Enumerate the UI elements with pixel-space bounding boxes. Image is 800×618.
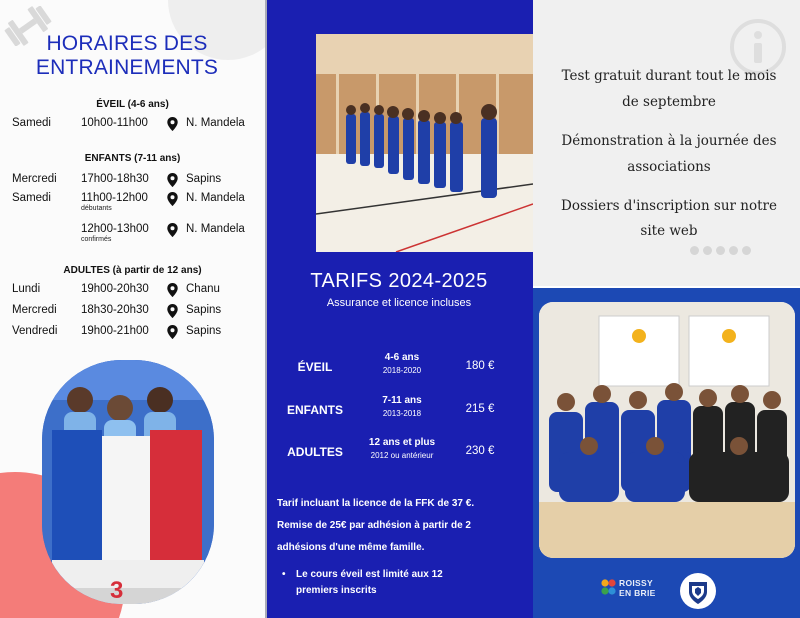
rate-category: ENFANTS <box>286 403 343 417</box>
schedule-row <box>0 283 265 299</box>
time: 19h00-20h30 <box>81 283 149 295</box>
day: Samedi <box>12 117 51 129</box>
time: 11h00-12h00 <box>81 192 148 204</box>
crest-logo <box>679 572 717 610</box>
pricing-subtitle: Assurance et licence incluses <box>326 297 472 309</box>
class-photo <box>316 34 533 252</box>
section-heading: ADULTES (à partir de 12 ans) <box>63 265 202 276</box>
dot <box>716 246 725 255</box>
schedule-row <box>0 223 265 243</box>
day: Lundi <box>12 283 41 295</box>
schedule-row <box>0 117 265 133</box>
section-heading: ENFANTS (7-11 ans) <box>84 153 181 164</box>
rate-category: ADULTES <box>287 445 343 459</box>
map-pin-icon <box>167 304 178 318</box>
location: N. Mandela <box>186 192 245 204</box>
info-line: de septembre <box>622 94 716 110</box>
bullet-icon: • <box>282 569 286 580</box>
rate-price: 230 € <box>465 445 495 457</box>
dot <box>690 246 699 255</box>
group-illustration <box>539 302 795 558</box>
rate-price: 180 € <box>465 360 495 372</box>
rate-price: 215 € <box>465 403 495 415</box>
rate-years: 2013-2018 <box>382 409 422 418</box>
dot <box>742 246 751 255</box>
time: 12h00-13h00 <box>81 223 149 235</box>
time: 10h00-11h00 <box>81 117 148 129</box>
section-heading: ÉVEIL (4-6 ans) <box>96 99 169 110</box>
decorative-dots <box>690 242 760 252</box>
dot <box>729 246 738 255</box>
note-line: Remise de 25€ par adhésion à partir de 2 <box>277 520 471 531</box>
rate-category: ÉVEIL <box>297 360 333 374</box>
class-illustration <box>316 34 533 252</box>
map-pin-icon <box>167 192 178 206</box>
page-title <box>14 32 240 80</box>
schedule-panel <box>0 0 265 618</box>
level-note: confirmés <box>81 236 112 243</box>
day: Samedi <box>12 192 51 204</box>
logo-text: ROISSY <box>619 578 653 588</box>
rate-row <box>265 352 533 386</box>
time: 18h30-20h30 <box>81 304 149 316</box>
bullet-line: Le cours éveil est limité aux 12 <box>296 569 443 580</box>
podium-photo <box>42 360 214 604</box>
rate-years: 2012 ou antérieur <box>370 451 434 460</box>
pricing-title: TARIFS 2024-2025 <box>310 270 488 292</box>
schedule-row <box>0 325 265 341</box>
rate-years: 2018-2020 <box>382 366 422 375</box>
rate-age: 12 ans et plus <box>368 437 436 448</box>
schedule-row <box>0 173 265 189</box>
location: Chanu <box>186 283 220 295</box>
bullet-line: premiers inscrits <box>296 585 377 596</box>
level-note: débutants <box>81 205 112 212</box>
rate-row <box>265 437 533 471</box>
info-panel <box>533 0 800 618</box>
rate-age: 7-11 ans <box>382 395 422 406</box>
logo-text: EN BRIE <box>619 588 656 598</box>
day: Mercredi <box>12 304 57 316</box>
info-line: Démonstration à la journée des <box>561 133 777 149</box>
info-line: Test gratuit durant tout le mois <box>561 68 777 84</box>
schedule-row <box>0 192 265 212</box>
map-pin-icon <box>167 325 178 339</box>
rate-age: 4-6 ans <box>384 352 420 363</box>
time: 17h00-18h30 <box>81 173 149 185</box>
location: N. Mandela <box>186 223 245 235</box>
info-line: Dossiers d'inscription sur notre <box>561 198 777 214</box>
title-line: ENTRAINEMENTS <box>35 56 219 79</box>
map-pin-icon <box>167 223 178 237</box>
rate-row <box>265 395 533 429</box>
map-pin-icon <box>167 117 178 131</box>
pricing-panel <box>265 0 533 618</box>
info-box <box>533 0 800 286</box>
location: Sapins <box>186 304 222 316</box>
location: Sapins <box>186 173 222 185</box>
time: 19h00-21h00 <box>81 325 149 337</box>
roissy-logo-mark <box>601 578 617 598</box>
day: Mercredi <box>12 173 57 185</box>
location: N. Mandela <box>186 117 245 129</box>
info-line: associations <box>627 159 711 175</box>
map-pin-icon <box>167 173 178 187</box>
note-line: Tarif incluant la licence de la FFK de 37 €. <box>277 498 475 509</box>
group-photo <box>539 302 795 558</box>
podium-illustration <box>42 360 214 604</box>
dot <box>703 246 712 255</box>
podium-number: 3 <box>110 577 124 604</box>
schedule-row <box>0 304 265 320</box>
pricing-notes <box>277 493 525 559</box>
title-line: HORAIRES DES <box>46 32 208 55</box>
panel-divider <box>265 0 267 618</box>
roissy-en-brie-logo <box>601 578 661 598</box>
note-line: adhésions d'une même famille. <box>277 542 425 553</box>
map-pin-icon <box>167 283 178 297</box>
day: Vendredi <box>12 325 58 337</box>
info-line: site web <box>640 223 698 239</box>
location: Sapins <box>186 325 222 337</box>
